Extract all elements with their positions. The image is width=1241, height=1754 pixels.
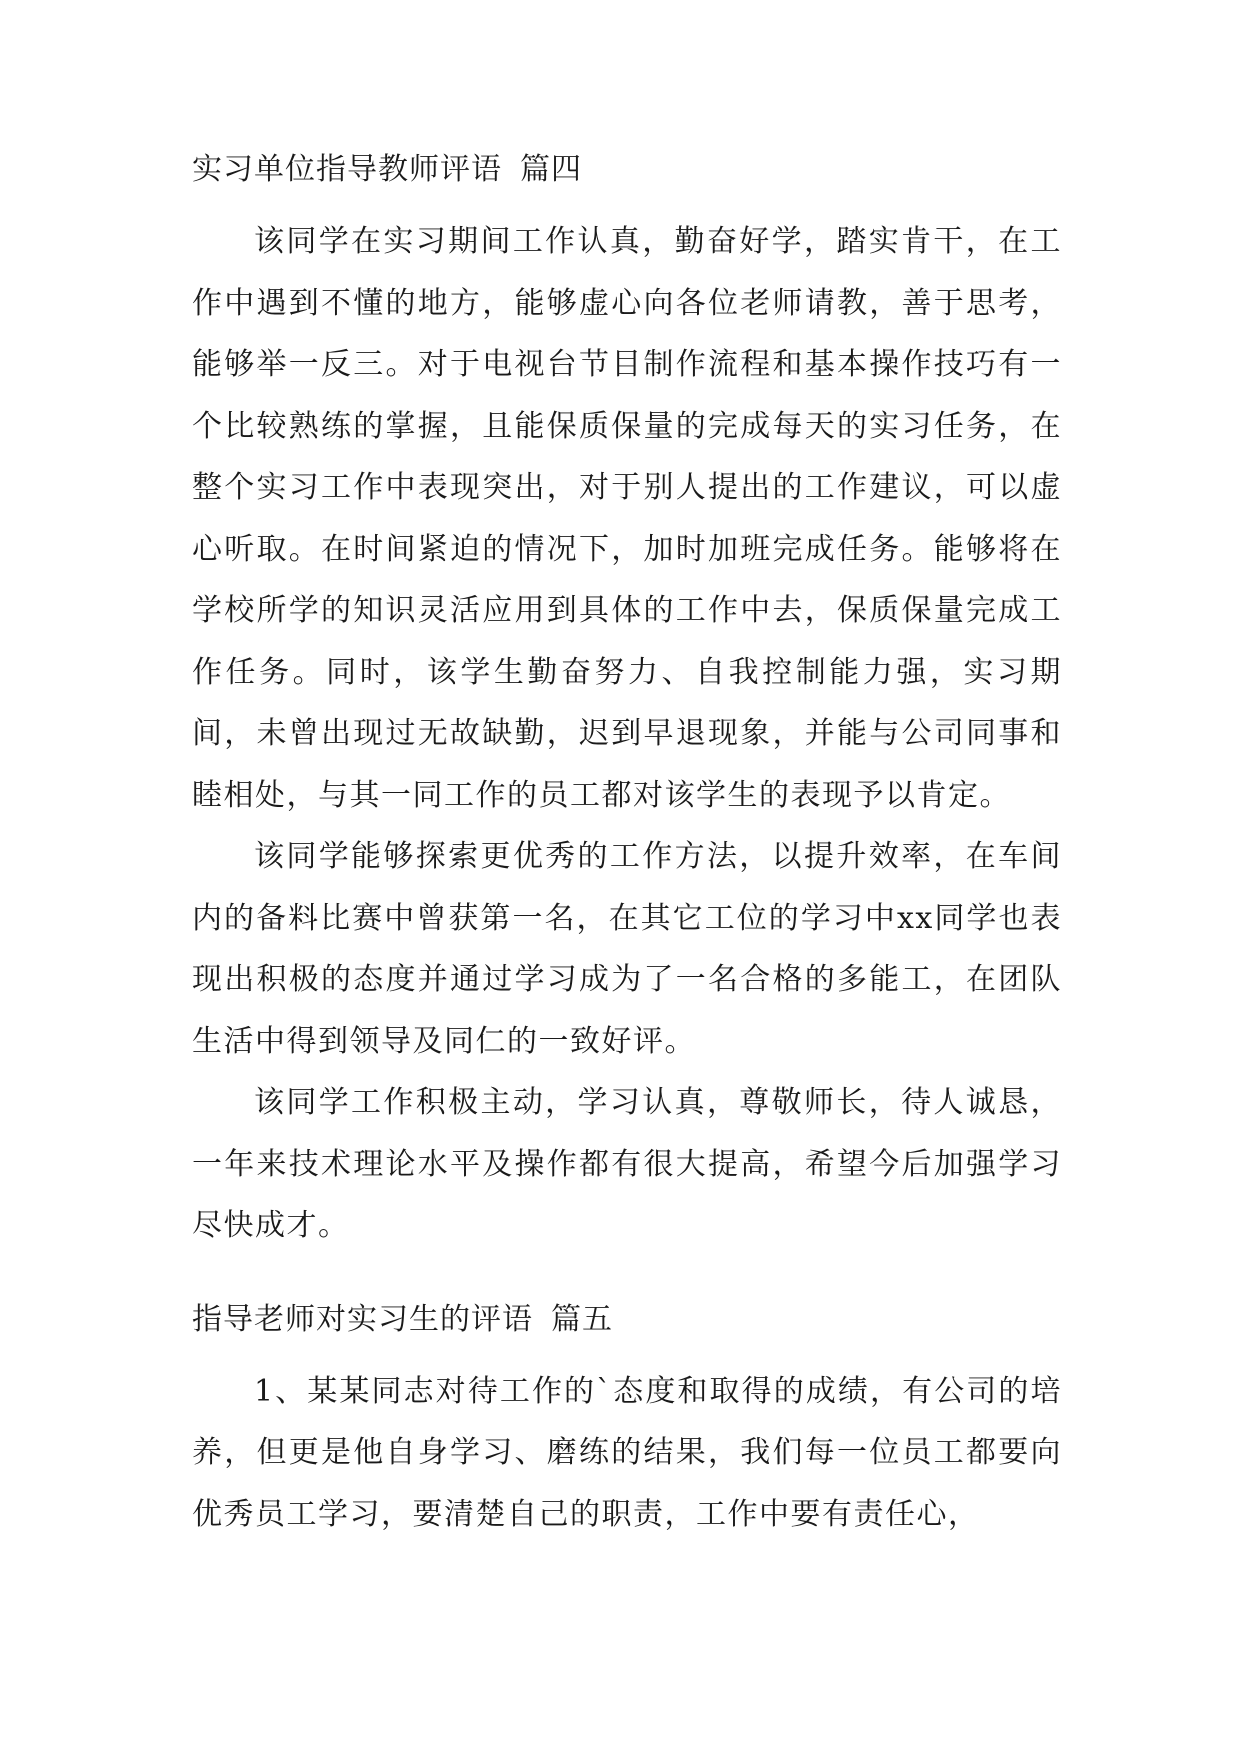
section-heading-4: [192, 150, 1062, 190]
paragraph: 该同学工作积极主动，学习认真，尊敬师长，待人诚恳，一年来技术理论水平及操作都有很大提高，希望今后加强学习尽快成才。: [192, 1085, 1062, 1243]
paragraph: 1、某某同志对待工作的`态度和取得的成绩，有公司的培养，但更是他自身学习、磨练的结果，我们每一位员工都要向优秀员工学习，要清楚自己的职责，工作中要有责任心，: [192, 1373, 1062, 1532]
paragraph: 该同学能够探索更优秀的工作方法，以提升效率，在车间内的备料比赛中曾获第一名，在其它工位的学习中xx同学也表现出积极的态度并通过学习成为了一名合格的多能工，在团队生活中得到领导及同仁的一致好评。: [192, 839, 1062, 1059]
section-title: 实习单位指导教师评语: [192, 152, 502, 187]
section-tag: 篇四: [520, 152, 582, 187]
paragraph: 该同学在实习期间工作认真，勤奋好学，踏实肯干，在工作中遇到不懂的地方，能够虚心向各位老师请教，善于思考，能够举一反三。对于电视台节目制作流程和基本操作技巧有一个比较熟练的掌握，且能保质保量的完成每天的实习任务，在整个实习工作中表现突出，对于别人提出的工作建议，可以虚心听取。在时间紧迫的情况下，加时加班完成任务。能够将在学校所学的知识灵活应用到具体的工作中去，保质保量完成工作任务。同时，该学生勤奋努力、自我控制能力强，实习期间，未曾出现过无故缺勤，迟到早退现象，并能与公司同事和睦相处，与其一同工作的员工都对该学生的表现予以肯定。: [192, 224, 1062, 813]
section-heading-5: [192, 1300, 1062, 1340]
document-page: [192, 150, 1062, 1545]
section-tag: 篇五: [551, 1301, 613, 1337]
section-divider-space: [192, 1257, 1062, 1300]
section-title: 指导老师对实习生的评语: [192, 1301, 533, 1337]
